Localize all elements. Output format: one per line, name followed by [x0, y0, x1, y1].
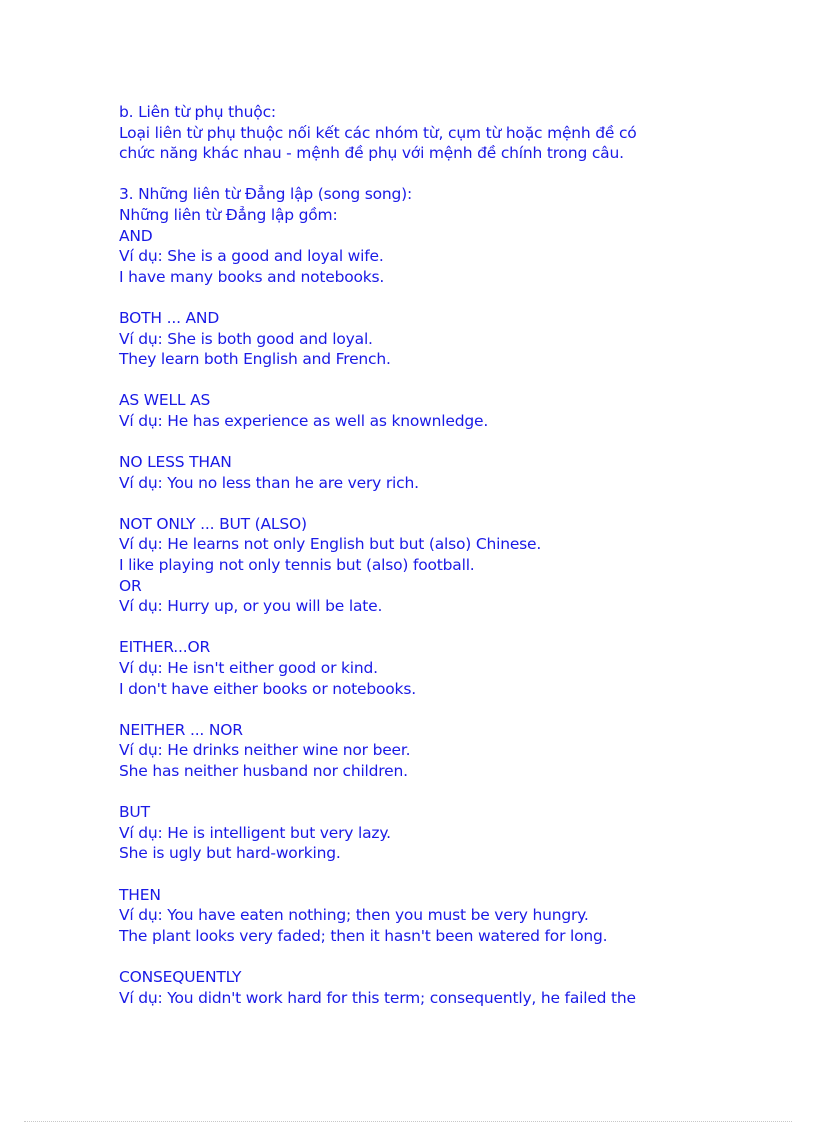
example-line: Ví dụ: She is a good and loyal wife. [119, 247, 384, 266]
example-line: Ví dụ: You didn't work hard for this term; consequently, he failed the [119, 988, 636, 1007]
conjunction-term: OR [119, 576, 142, 595]
blank-line [119, 699, 739, 720]
example-line: I have many books and notebooks. [119, 267, 385, 286]
example-line: They learn both English and French. [119, 350, 391, 369]
blank-line [119, 782, 739, 803]
section-heading: 3. Những liên từ Đẳng lập (song song): [119, 185, 413, 204]
blank-line [119, 493, 739, 514]
blank-line [119, 164, 739, 185]
conjunction-term: BOTH ... AND [119, 308, 220, 327]
example-line: Ví dụ: He drinks neither wine nor beer. [119, 741, 411, 760]
blank-line [119, 370, 739, 391]
conjunction-term: CONSEQUENTLY [119, 967, 242, 986]
conjunction-term: BUT [119, 803, 150, 822]
conjunction-term: NO LESS THAN [119, 453, 232, 472]
conjunction-term: AS WELL AS [119, 391, 211, 410]
conjunction-term: THEN [119, 885, 161, 904]
blank-line [119, 617, 739, 638]
example-line: I like playing not only tennis but (also) football. [119, 556, 475, 575]
paragraph-line: Những liên từ Đẳng lập gồm: [119, 205, 338, 224]
paragraph-line: chức năng khác nhau - mệnh đề phụ với mệnh đề chính trong câu. [119, 144, 624, 163]
conjunction-term: AND [119, 226, 153, 245]
example-line: Ví dụ: He isn't either good or kind. [119, 659, 378, 678]
example-line: Ví dụ: You have eaten nothing; then you must be very hungry. [119, 906, 589, 925]
conjunction-term: NEITHER ... NOR [119, 720, 243, 739]
example-line: Ví dụ: You no less than he are very rich. [119, 473, 419, 492]
conjunction-term: EITHER...OR [119, 638, 211, 657]
example-line: Ví dụ: He is intelligent but very lazy. [119, 823, 391, 842]
blank-line [119, 287, 739, 308]
example-line: Ví dụ: He learns not only English but but (also) Chinese. [119, 535, 542, 554]
blank-line [119, 864, 739, 885]
example-line: Ví dụ: Hurry up, or you will be late. [119, 597, 383, 616]
example-line: She is ugly but hard-working. [119, 844, 341, 863]
example-line: Ví dụ: He has experience as well as knownledge. [119, 411, 489, 430]
paragraph-line: Loại liên từ phụ thuộc nối kết các nhóm từ, cụm từ hoặc mệnh đề có [119, 123, 637, 142]
example-line: Ví dụ: She is both good and loyal. [119, 329, 373, 348]
blank-line [119, 432, 739, 453]
conjunction-term: NOT ONLY ... BUT (ALSO) [119, 514, 307, 533]
example-line: She has neither husband nor children. [119, 762, 408, 780]
example-line: The plant looks very faded; then it hasn't been watered for long. [119, 926, 608, 945]
section-heading: b. Liên từ phụ thuộc: [119, 103, 276, 121]
example-line: I don't have either books or notebooks. [119, 679, 416, 698]
document-body [119, 102, 739, 1008]
blank-line [119, 946, 739, 967]
page-divider [24, 1121, 792, 1122]
